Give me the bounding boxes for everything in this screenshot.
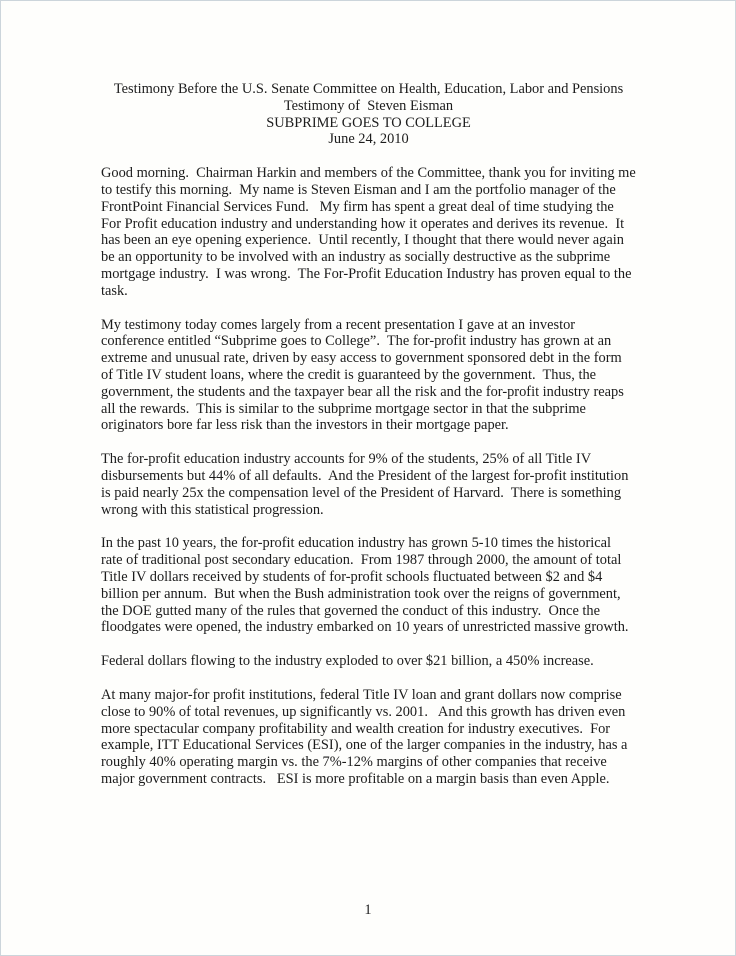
header-line-author: Testimony of Steven Eisman	[283, 97, 454, 114]
header-line-title: SUBPRIME GOES TO COLLEGE	[266, 114, 471, 131]
header-line-date: June 24, 2010	[328, 131, 409, 148]
paragraph-federal-dollars: Federal dollars flowing to the industry exploded to over $21 billion, a 450% increase.	[101, 653, 594, 670]
paragraph-industry-growth: In the past 10 years, the for-profit education industry has grown 5-10 times the historical rate of traditional post secondary education. From 1987 through 2000, the amount of total Title IV dollars received by students of for-profit schools fluctuated between $2 and $4 billion per annum. But when the Bush administration took over the reigns of government, the DOE gutted many of the rules that governed the conduct of this industry. Once the floodgates were opened, the industry embarked on 10 years of unrestricted massive growth.	[101, 535, 629, 636]
page-number: 1	[364, 902, 372, 918]
header-line-committee: Testimony Before the U.S. Senate Committee on Health, Education, Labor and Pensions	[113, 81, 624, 97]
paragraph-statistics: The for-profit education industry accounts for 9% of the students, 25% of all Title IV disbursements but 44% of all defaults. And the President of the largest for-profit institution is paid nearly 25x the compensation level of the President of Harvard. There is something wrong with this statistical progression.	[101, 451, 633, 518]
document-header	[101, 81, 636, 148]
paragraph-testimony-source: My testimony today comes largely from a recent presentation I gave at an investor conference entitled “Subprime goes to College”. The for-profit industry has grown at an extreme and unusual rate, driven by easy access to government sponsored debt in the form of Title IV student loans, where the credit is guaranteed by the government. Thus, the government, the students and the taxpayer bear all the risk and the for-profit industry reaps all the rewards. This is similar to the subprime mortgage sector in that the subprime originators bore far less risk than the investors in their mortgage paper.	[101, 316, 628, 434]
paragraph-intro: Good morning. Chairman Harkin and members of the Committee, thank you for inviting me to testify this morning. My name is Steven Eisman and I am the portfolio manager of the FrontPoint Financial Services Fund. My firm has spent a great deal of time studying the For Profit education industry and understanding how it operates and derives its revenue. It has been an eye opening experience. Until recently, I thought that there would never again be an opportunity to be involved with an industry as socially destructive as the subprime mortgage industry. I was wrong. The For-Profit Education Industry has proven equal to the task.	[101, 165, 640, 299]
document-content	[1, 1, 735, 788]
paragraph-profitability: At many major-for profit institutions, federal Title IV loan and grant dollars now comprise close to 90% of total revenues, up significantly vs. 2001. And this growth has driven even more spectacular company profitability and wealth creation for industry executives. For example, ITT Educational Services (ESI), one of the larger companies in the industry, has a roughly 40% operating margin vs. the 7%-12% margins of other companies that receive major government contracts. ESI is more profitable on a margin basis than even Apple.	[101, 686, 632, 787]
